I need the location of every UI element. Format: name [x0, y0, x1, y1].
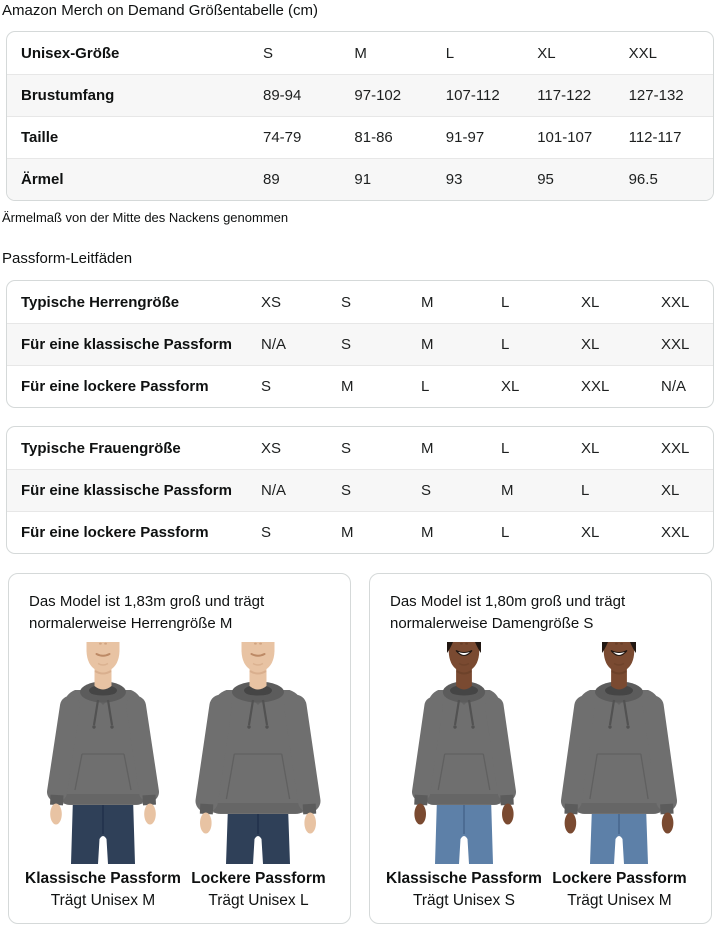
fit-name: Klassische Passform — [25, 870, 181, 887]
size-value: XL — [581, 293, 600, 311]
size-value: S — [263, 44, 274, 62]
fit-size: Trägt Unisex L — [208, 892, 309, 909]
fit-size: Trägt Unisex M — [567, 892, 672, 909]
size-value: XL — [661, 482, 680, 499]
size-value: S — [261, 524, 272, 541]
unisex-size-table — [6, 31, 714, 201]
male-model-card — [8, 573, 351, 924]
size-value: XXL — [661, 439, 690, 457]
size-value: M — [421, 439, 434, 457]
size-value: S — [341, 482, 352, 499]
row-label: Typische Frauengröße — [21, 439, 181, 457]
sleeve-footnote: Ärmelmaß von der Mitte des Nackens genommen — [2, 210, 289, 225]
fit-guides-heading: Passform-Leitfäden — [2, 250, 133, 267]
model-photo-male-classic-fit — [28, 642, 178, 864]
size-value: N/A — [261, 482, 287, 499]
size-value: XL — [581, 336, 600, 353]
size-value: XS — [261, 439, 282, 457]
model-photo-female-loose-fit — [544, 642, 694, 864]
row-label: Für eine lockere Passform — [21, 524, 209, 541]
fit-size: Trägt Unisex M — [50, 892, 156, 909]
row-label: Taille — [21, 129, 59, 146]
figure-female-classic — [386, 642, 542, 910]
table-row — [7, 116, 713, 158]
table-row — [7, 74, 713, 116]
row-label: Unisex-Größe — [21, 44, 120, 62]
model-cards — [8, 573, 712, 924]
womens-fit-table — [6, 426, 714, 554]
model-figures — [386, 642, 695, 910]
table-header-row — [7, 32, 713, 74]
size-value: S — [261, 378, 272, 395]
measure-value: 101-107 — [537, 129, 593, 146]
figure-male-classic — [25, 642, 181, 910]
fit-name: Klassische Passform — [386, 870, 542, 887]
size-value: M — [421, 336, 434, 353]
size-value: S — [341, 439, 352, 457]
table-row — [7, 427, 713, 469]
table-row — [7, 469, 713, 511]
measure-value: 107-112 — [445, 87, 500, 104]
row-label: Für eine lockere Passform — [21, 378, 209, 395]
size-value: S — [341, 336, 352, 353]
size-value: M — [501, 482, 514, 499]
figure-caption — [544, 869, 695, 910]
row-label: Typische Herrengröße — [21, 293, 180, 311]
size-value: L — [501, 336, 510, 353]
model-figures — [25, 642, 334, 910]
row-label: Für eine klassische Passform — [21, 336, 232, 353]
table-row — [7, 158, 713, 200]
measure-value: 81-86 — [354, 129, 393, 146]
table-row — [7, 323, 713, 365]
fit-size: Trägt Unisex S — [413, 892, 515, 909]
table-row — [7, 365, 713, 407]
size-value: L — [421, 378, 430, 395]
size-value: XXL — [661, 336, 690, 353]
model-description: Das Model ist 1,83m groß und trägt normalerweise Herrengröße M — [29, 593, 265, 632]
figure-male-loose — [183, 642, 334, 910]
female-model-card — [369, 573, 712, 924]
model-photo-female-classic-fit — [389, 642, 539, 864]
measure-value: 89 — [263, 171, 280, 188]
fit-name: Lockere Passform — [552, 870, 687, 887]
measure-value: 74-79 — [263, 129, 302, 146]
measure-value: 112-117 — [628, 129, 682, 146]
figure-caption — [25, 869, 181, 910]
row-label: Brustumfang — [21, 87, 115, 104]
mens-fit-table — [6, 280, 714, 408]
size-value: XXL — [581, 378, 610, 395]
measure-value: 91 — [354, 171, 372, 188]
size-value: M — [354, 44, 367, 62]
measure-value: 95 — [537, 171, 554, 188]
table-row — [7, 511, 713, 553]
measure-value: 117-122 — [537, 87, 592, 104]
size-value: S — [341, 293, 352, 311]
size-value: XS — [261, 293, 282, 311]
size-value: L — [501, 439, 510, 457]
size-value: XXL — [628, 44, 657, 62]
size-value: XL — [501, 378, 520, 395]
size-value: XL — [537, 44, 556, 62]
fit-name: Lockere Passform — [191, 870, 326, 887]
model-photo-male-loose-fit — [183, 642, 333, 864]
measure-value: 89-94 — [263, 87, 302, 104]
measure-value: 97-102 — [354, 87, 402, 104]
table-row — [7, 281, 713, 323]
figure-female-loose — [544, 642, 695, 910]
size-value: XL — [581, 524, 600, 541]
figure-caption — [386, 869, 542, 910]
size-value: XXL — [661, 524, 690, 541]
measure-value: 93 — [445, 171, 463, 188]
size-value: N/A — [661, 378, 687, 395]
size-value: XXL — [661, 293, 690, 311]
measure-value: 96.5 — [628, 171, 658, 188]
model-description: Das Model ist 1,80m groß und trägt normalerweise Damengröße S — [390, 593, 626, 632]
measure-value: 127-132 — [628, 87, 684, 104]
size-value: L — [501, 293, 510, 311]
row-label: Für eine klassische Passform — [21, 482, 232, 499]
size-value: M — [341, 524, 354, 541]
measure-value: 91-97 — [445, 129, 485, 146]
size-value: XL — [581, 439, 600, 457]
figure-caption — [183, 869, 334, 910]
size-value: L — [501, 524, 510, 541]
size-value: N/A — [261, 336, 287, 353]
size-value: L — [445, 44, 455, 62]
row-label: Ärmel — [21, 171, 64, 188]
page-title: Amazon Merch on Demand Größentabelle (cm) — [2, 2, 318, 19]
size-value: M — [421, 524, 434, 541]
size-value: M — [341, 378, 354, 395]
size-value: M — [421, 293, 434, 311]
size-value: S — [421, 482, 432, 499]
size-value: L — [581, 482, 590, 499]
